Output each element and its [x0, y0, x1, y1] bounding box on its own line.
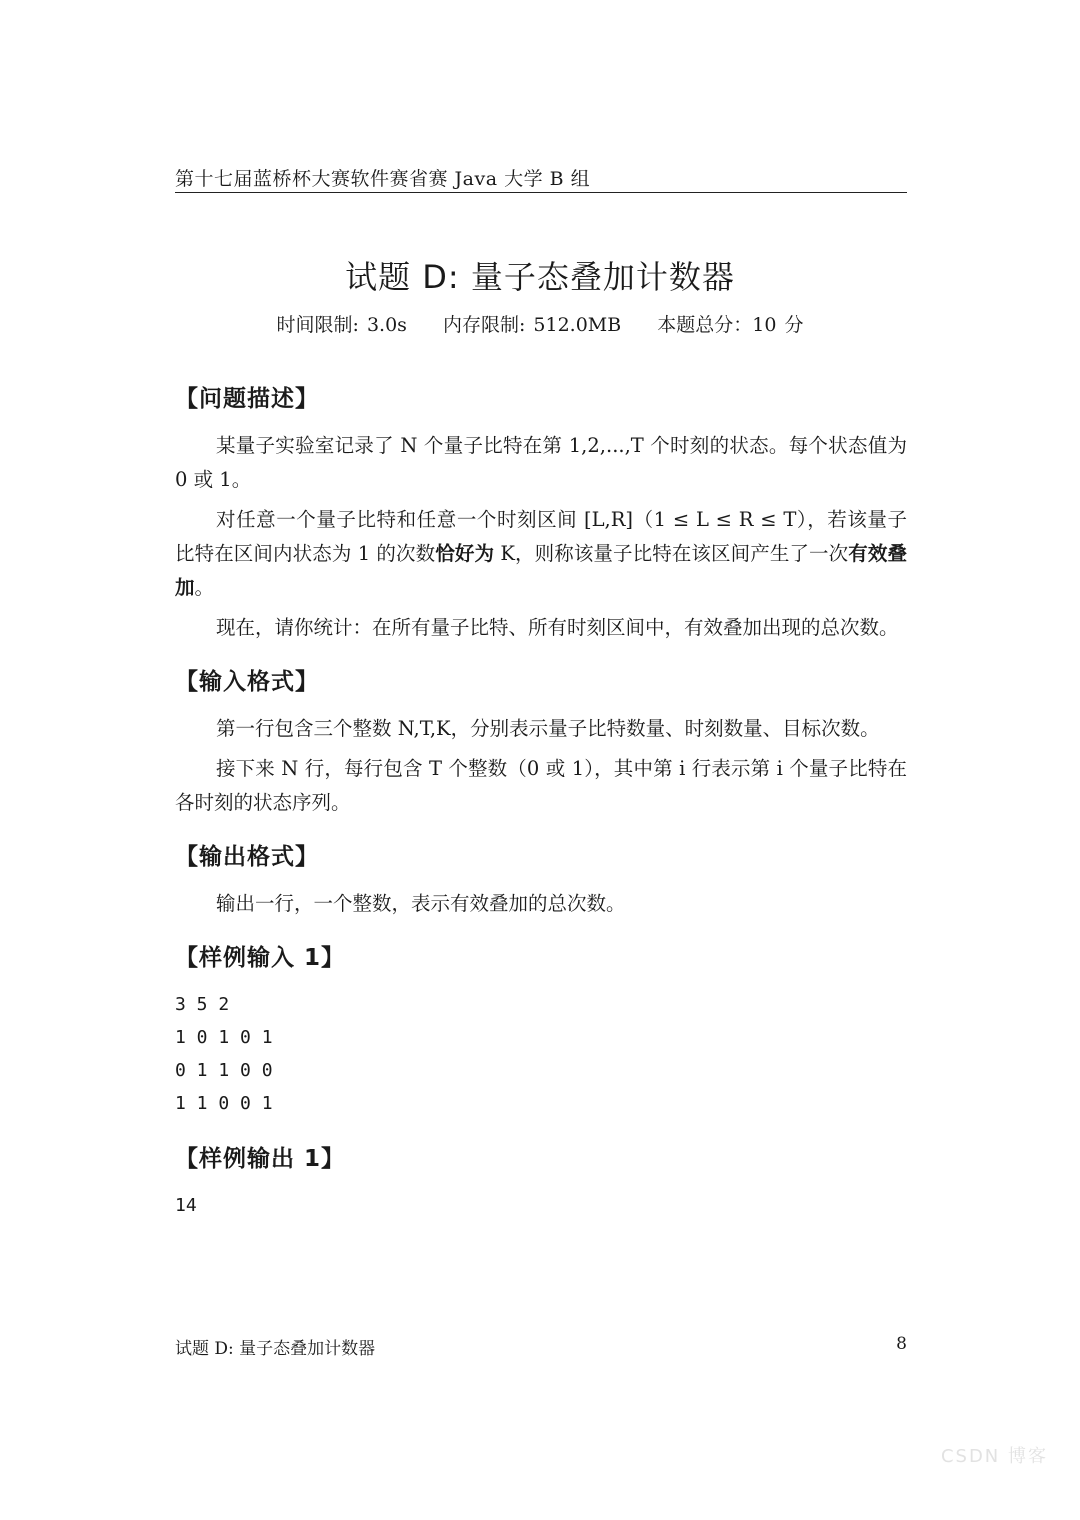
problem-limits [0, 310, 1080, 337]
memory-limit: 内存限制: 512.0MB [442, 314, 622, 336]
input-format-heading: 【输入格式】 [175, 669, 319, 695]
output-format-paragraph-1: 输出一行，一个整数，表示有效叠加的总次数。 [216, 892, 626, 915]
input-format-paragraph-2: 接下来 N 行，每行包含 T 个整数（0 或 1），其中第 i 行表示第 i 个量子比特在各时刻的状态序列。 [175, 757, 907, 814]
description-heading: 【问题描述】 [175, 386, 319, 412]
sample-output-line: 14 [175, 1195, 197, 1216]
page-header: 第十七届蓝桥杯大赛软件赛省赛 Java 大学 B 组 [175, 168, 591, 190]
sample-input-section [175, 939, 907, 1120]
footer-title: 试题 D: 量子态叠加计数器 [175, 1339, 376, 1359]
total-score: 本题总分：10 分 [657, 314, 804, 336]
output-format-heading: 【输出格式】 [175, 844, 319, 870]
problem-content [175, 380, 907, 1242]
input-format-paragraph-1: 第一行包含三个整数 N,T,K，分别表示量子比特数量、时刻数量、目标次数。 [216, 717, 880, 740]
sample-output-section [175, 1140, 907, 1222]
page-number: 8 [896, 1334, 907, 1354]
sample-input-line: 0 1 1 0 0 [175, 1060, 273, 1081]
sample-input-line: 1 0 1 0 1 [175, 1027, 273, 1048]
sample-output-heading: 【样例输出 1】 [175, 1146, 346, 1172]
sample-input-line: 3 5 2 [175, 994, 230, 1015]
watermark: CSDN 博客 [940, 1446, 1048, 1467]
description-section [175, 380, 907, 645]
description-paragraph-3: 现在，请你统计：在所有量子比特、所有时刻区间中，有效叠加出现的总次数。 [216, 616, 899, 639]
problem-title: 试题 D: 量子态叠加计数器 [345, 258, 735, 296]
header-rule [175, 192, 907, 193]
input-format-section [175, 663, 907, 820]
sample-input-heading: 【样例输入 1】 [175, 945, 346, 971]
description-paragraph-1: 某量子实验室记录了 N 个量子比特在第 1,2,...,T 个时刻的状态。每个状态值为 0 或 1。 [175, 434, 907, 491]
time-limit: 时间限制: 3.0s [276, 314, 407, 336]
sample-input-line: 1 1 0 0 1 [175, 1093, 273, 1114]
exactly-emphasis: 恰好为 [435, 542, 495, 565]
description-paragraph-2: 对任意一个量子比特和任意一个时刻区间 [L,R]（1 ≤ L ≤ R ≤ T），若该量子比特在区间内状态为 1 的次数恰好为 K，则称该量子比特在该区间产生了一次有效叠加。 [175, 508, 907, 599]
effective-superposition-emphasis: 有效叠加 [175, 542, 907, 599]
output-format-section [175, 838, 907, 921]
